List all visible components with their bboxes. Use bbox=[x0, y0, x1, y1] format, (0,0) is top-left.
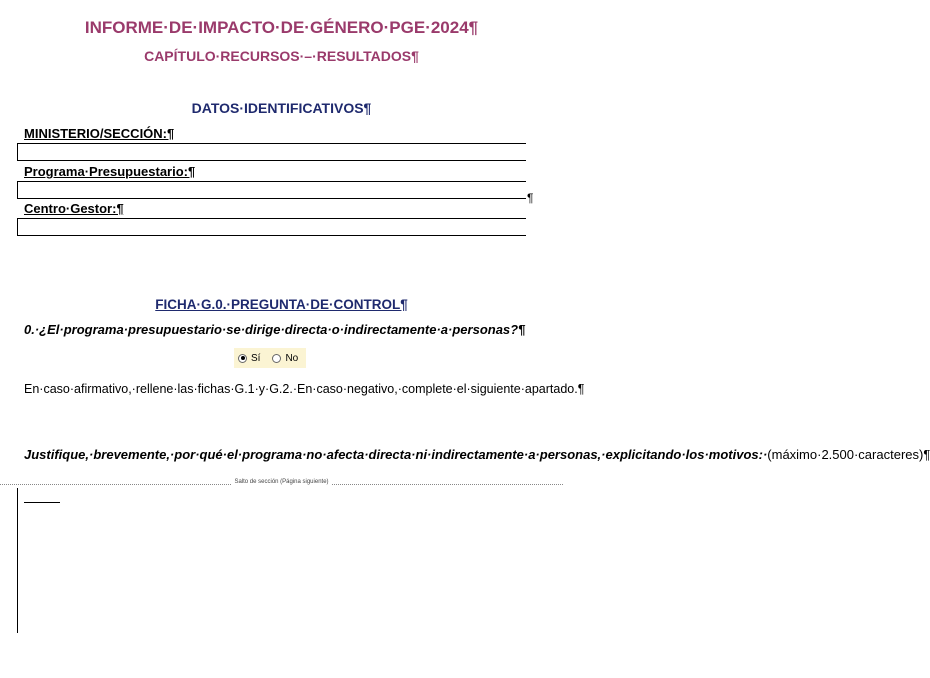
radio-no-label: No bbox=[285, 352, 299, 364]
text-area-left-border bbox=[17, 488, 18, 633]
radio-yes-label: Sí bbox=[251, 352, 261, 364]
document-subtitle: CAPÍTULO·RECURSOS·–·RESULTADOS¶ bbox=[144, 48, 419, 64]
programa-field[interactable] bbox=[17, 181, 526, 199]
ficha-heading: FICHA·G.0.·PREGUNTA·DE·CONTROL¶ bbox=[155, 297, 408, 312]
programa-label: Programa·Presupuestario:¶ bbox=[24, 164, 196, 179]
instructions-text: En·caso·afirmativo,·rellene·las·fichas·G.1·y·G.2.·En·caso·negativo,·complete·el·siguiente·apartado.¶ bbox=[24, 382, 585, 396]
answer-radio-group bbox=[234, 348, 306, 368]
centro-gestor-field[interactable] bbox=[17, 218, 526, 236]
identification-heading: DATOS·IDENTIFICATIVOS¶ bbox=[191, 100, 372, 116]
radio-no[interactable] bbox=[272, 354, 281, 363]
radio-selected-dot bbox=[241, 356, 245, 360]
control-question: 0.·¿El·programa·presupuestario·se·dirige·directa·o·indirectamente·a·personas?¶ bbox=[24, 322, 526, 337]
ministerio-label: MINISTERIO/SECCIÓN:¶ bbox=[24, 126, 175, 141]
radio-yes[interactable] bbox=[238, 354, 247, 363]
section-break-label: Salto de sección (Página siguiente) bbox=[234, 479, 329, 485]
justify-limit: (máximo·2.500·caracteres)¶ bbox=[767, 447, 930, 462]
justification-text-area[interactable] bbox=[20, 488, 560, 633]
justify-prompt: Justifique,·brevemente,·por·qué·el·programa·no·afecta·directa·ni·indirectamente·a·personas,·explicitando·los·motivos:· bbox=[24, 447, 768, 462]
paragraph-mark: ¶ bbox=[527, 191, 534, 205]
centro-gestor-label: Centro·Gestor:¶ bbox=[24, 201, 124, 216]
document-title: INFORME·DE·IMPACTO·DE·GÉNERO·PGE·2024¶ bbox=[84, 18, 479, 37]
justify-paragraph bbox=[24, 447, 930, 463]
ministerio-field[interactable] bbox=[17, 143, 526, 161]
